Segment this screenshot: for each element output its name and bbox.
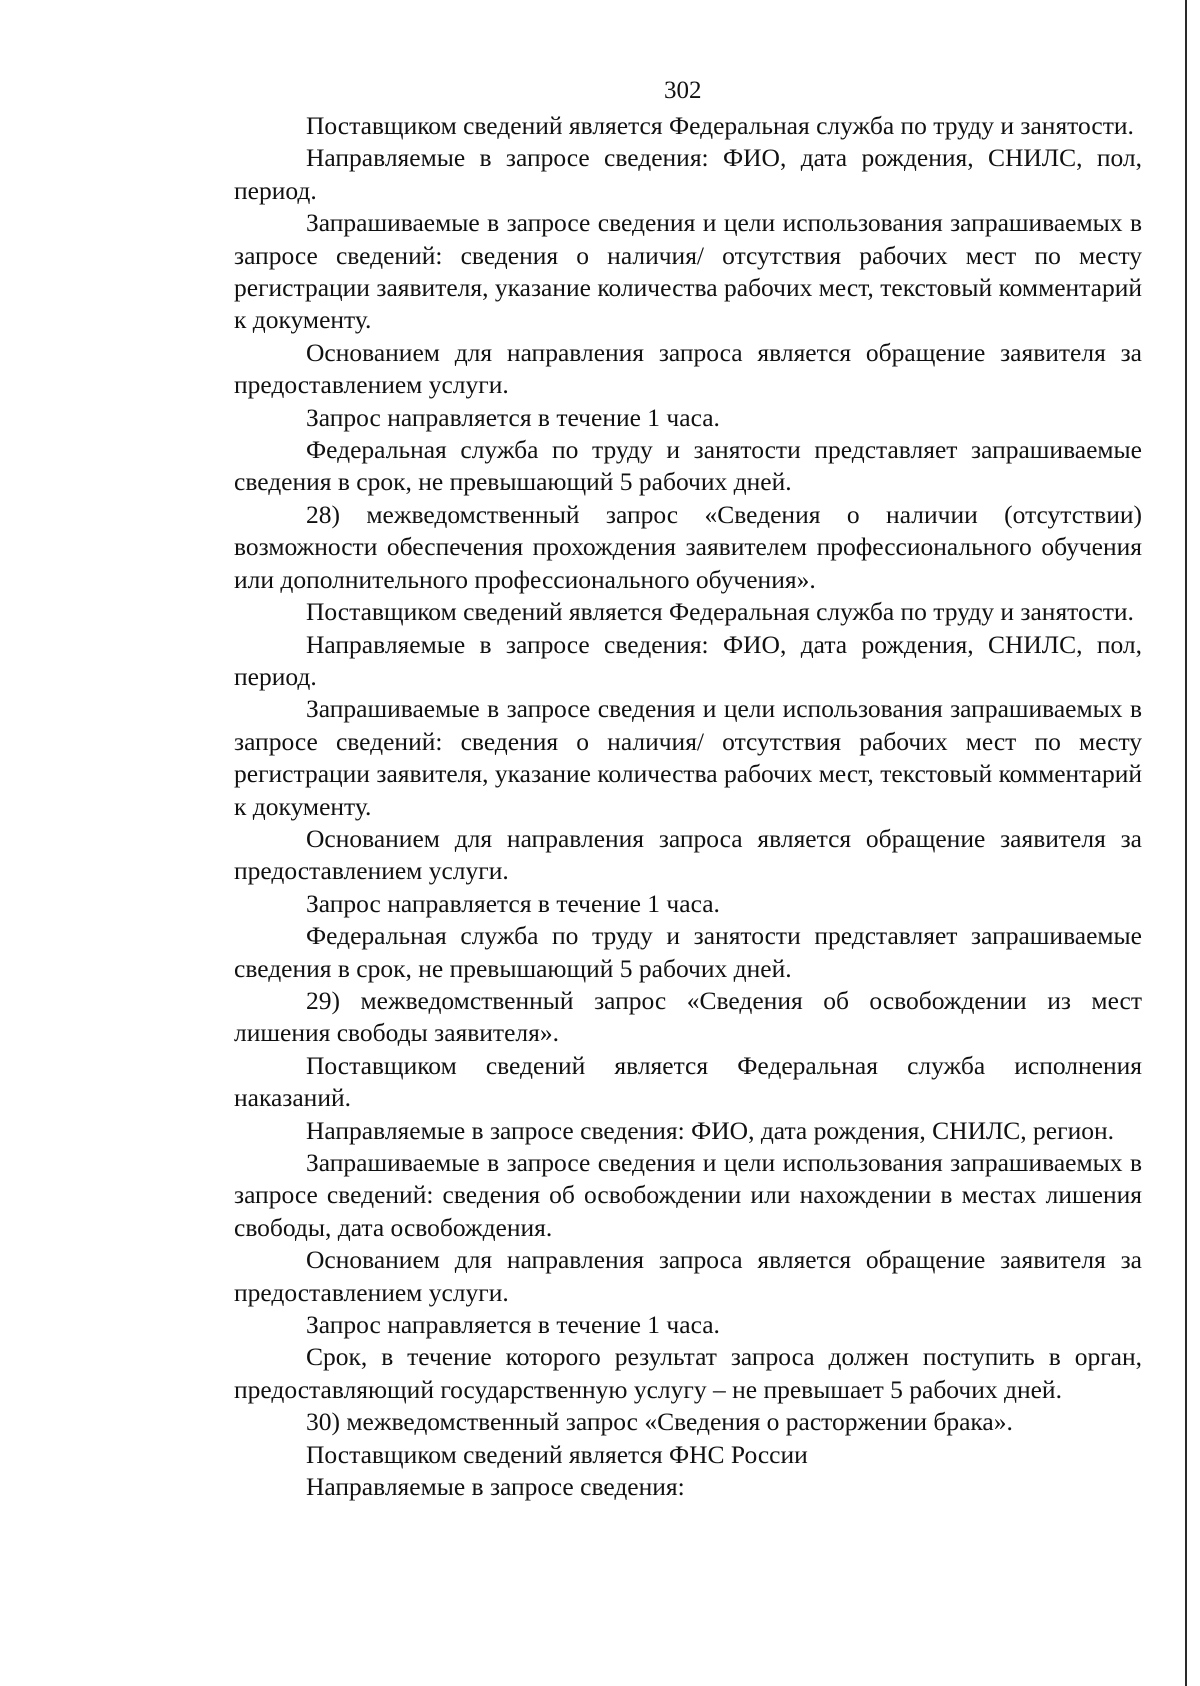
paragraph: Запрашиваемые в запросе сведения и цели использования запрашиваемых в запросе сведений: сведения об освобождении или нахождении в местах лишения свободы, дата освобождения. xyxy=(234,1148,1142,1242)
paragraph: Запрос направляется в течение 1 часа. xyxy=(306,888,720,918)
paragraph: Поставщиком сведений является Федеральная служба по труду и занятости. xyxy=(306,597,1134,627)
paragraph: Поставщиком сведений является ФНС России xyxy=(306,1439,808,1469)
paragraph: 30) межведомственный запрос «Сведения о расторжении брака». xyxy=(306,1407,1013,1437)
page-number: 302 xyxy=(664,77,702,104)
paragraph: 28) межведомственный запрос «Сведения о наличии (отсутствии) возможности обеспечения прохождения заявителем профессионального обучения или дополнительного профессионального обучения». xyxy=(234,499,1142,594)
paragraph: Основанием для направления запроса является обращение заявителя за предоставлением услуги. xyxy=(234,337,1142,400)
document-body xyxy=(234,110,1142,1503)
scan-edge-line xyxy=(1185,0,1187,1686)
paragraph: Федеральная служба по труду и занятости представляет запрашиваемые сведения в срок, не превышающий 5 рабочих дней. xyxy=(234,435,1142,497)
paragraph: Основанием для направления запроса является обращение заявителя за предоставлением услуги. xyxy=(234,1245,1142,1307)
paragraph: Федеральная служба по труду и занятости представляет запрашиваемые сведения в срок, не превышающий 5 рабочих дней. xyxy=(234,921,1142,983)
paragraph: Срок, в течение которого результат запроса должен поступить в орган, предоставляющий государственную услугу – не превышает 5 рабочих дней. xyxy=(234,1342,1142,1404)
paragraph: Запрос направляется в течение 1 часа. xyxy=(306,402,720,432)
paragraph: Направляемые в запросе сведения: ФИО, дата рождения, СНИЛС, пол, период. xyxy=(234,143,1142,205)
paragraph: 29) межведомственный запрос «Сведения об освобождении из мест лишения свободы заявителя». xyxy=(234,985,1142,1048)
paragraph: Направляемые в запросе сведения: xyxy=(306,1472,685,1502)
paragraph: Запрашиваемые в запросе сведения и цели использования запрашиваемых в запросе сведений: сведения о наличия/ отсутствия рабочих мест по месту регистрации заявителя, указание количества рабочих мест, текстовый комментарий к документу. xyxy=(234,694,1142,821)
paragraph: Направляемые в запросе сведения: ФИО, дата рождения, СНИЛС, пол, период. xyxy=(234,629,1142,691)
paragraph: Запрашиваемые в запросе сведения и цели использования запрашиваемых в запросе сведений: сведения о наличия/ отсутствия рабочих мест по месту регистрации заявителя, указание количества рабочих мест, текстовый комментарий к документу. xyxy=(234,208,1142,335)
paragraph: Поставщиком сведений является Федеральная служба по труду и занятости. xyxy=(306,111,1134,140)
paragraph: Основанием для направления запроса является обращение заявителя за предоставлением услуги. xyxy=(234,823,1142,886)
paragraph: Запрос направляется в течение 1 часа. xyxy=(306,1310,720,1340)
paragraph: Поставщиком сведений является Федеральная служба исполнения наказаний. xyxy=(234,1050,1142,1113)
paragraph: Направляемые в запросе сведения: ФИО, дата рождения, СНИЛС, регион. xyxy=(306,1115,1114,1145)
